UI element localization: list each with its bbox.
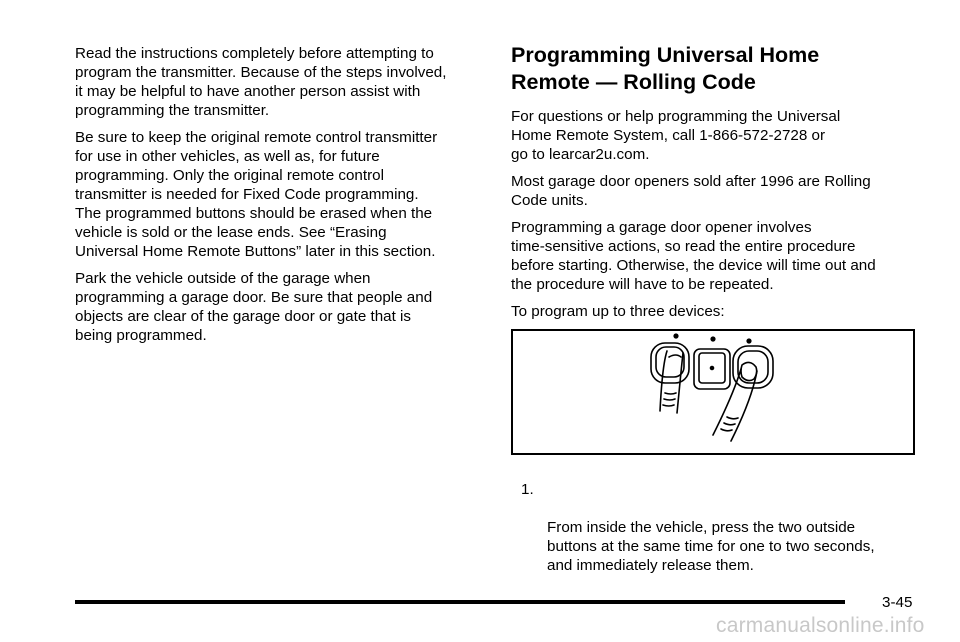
paragraph: Read the instructions completely before attempting to program the transmitter. Because of the steps involved, it may be helpful to have another person assist with programming the transmitter. xyxy=(75,45,447,119)
watermark: carmanualsonline.info xyxy=(716,614,925,637)
right-column xyxy=(511,42,921,575)
steps-list xyxy=(511,480,921,575)
button-press-illustration xyxy=(511,329,915,455)
step-number: 1. xyxy=(521,481,534,498)
paragraph: To program up to three devices: xyxy=(511,303,725,320)
paragraph: Be sure to keep the original remote control transmitter for use in other vehicles, as well as, for future programming. Only the original remote control transmitter is needed for Fixed Code programming. The programmed buttons should be erased when the vehicle is sold or the lease ends. See “Erasing Universal Home Remote Buttons” later in this section. xyxy=(75,129,438,260)
step-text: From inside the vehicle, press the two outside buttons at the same time for one to two seconds, and immediately release them. xyxy=(547,519,875,574)
list-item xyxy=(511,480,921,575)
section-heading: Programming Universal Home Remote — Rolling Code xyxy=(511,43,820,94)
page-number: 3-45 xyxy=(882,594,913,611)
paragraph: Most garage door openers sold after 1996 are Rolling Code units. xyxy=(511,173,871,209)
left-column xyxy=(75,44,480,353)
paragraph: Park the vehicle outside of the garage when programming a garage door. Be sure that people and objects are clear of the garage door or gate that is being programmed. xyxy=(75,270,433,344)
footer-rule xyxy=(75,600,845,604)
paragraph: Programming a garage door opener involves time-sensitive actions, so read the entire procedure before starting. Otherwise, the device will time out and the procedure will have to be repeated. xyxy=(511,219,876,293)
fingers-pressing-buttons-icon xyxy=(513,331,917,457)
paragraph: For questions or help programming the Universal Home Remote System, call 1-866-572-2728 or go to learcar2u.com. xyxy=(511,108,841,163)
